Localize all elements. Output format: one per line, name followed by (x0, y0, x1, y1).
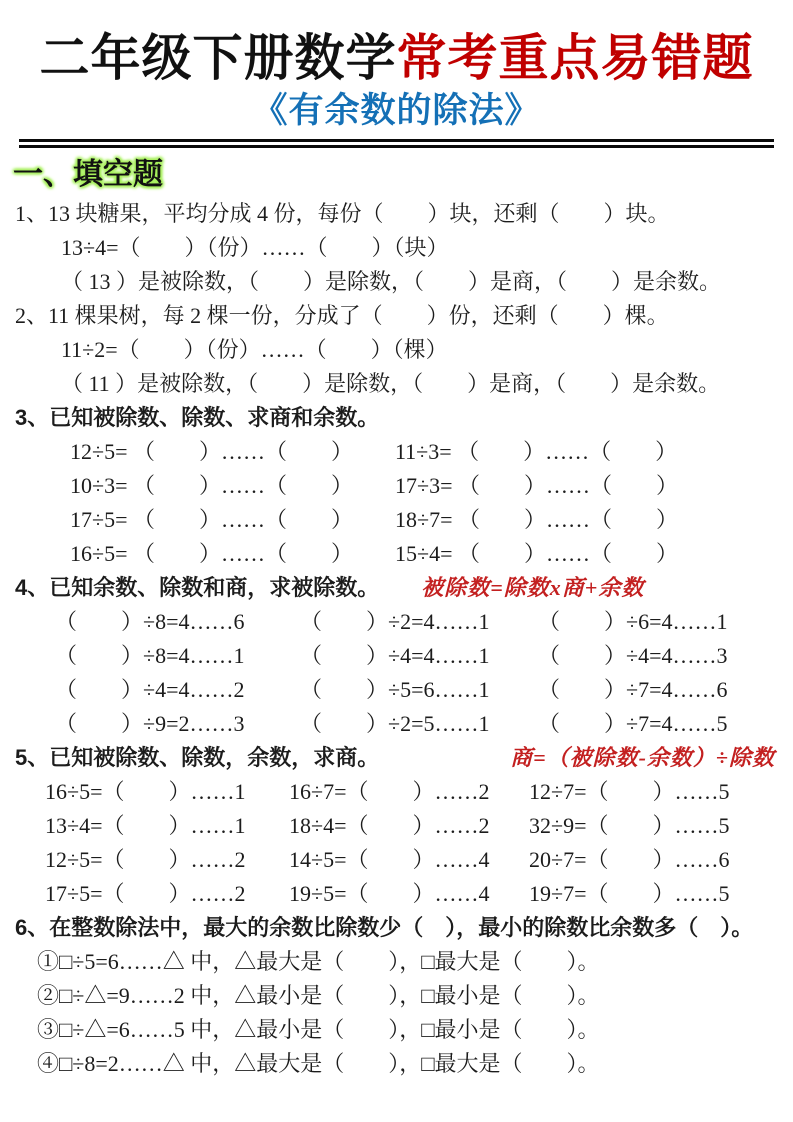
question-3-grid (15, 435, 783, 571)
worksheet-header (0, 0, 793, 148)
worksheet-body (0, 195, 793, 1081)
equation-item: （ ）÷7=4……5 (538, 711, 728, 736)
question-5-heading-row (15, 741, 783, 775)
equation-item: 17÷3= （ ）……（ ） (395, 473, 678, 498)
equation-item: （ ）÷9=2……3 (55, 711, 245, 736)
equation-item: （ ）÷2=4……1 (300, 609, 490, 634)
equation-item: （ ）÷6=4……1 (538, 609, 728, 634)
question-4 (15, 571, 783, 741)
equation-item: 32÷9=（ ）……5 (529, 813, 730, 838)
question-5-heading: 5、已知被除数、除数，余数，求商。 (15, 745, 380, 770)
equation-item: 17÷5=（ ）……2 (45, 881, 246, 906)
section-heading-row (0, 148, 793, 195)
page-title-red: 常考重点易错题 (396, 30, 754, 86)
page-subtitle: 《有余数的除法》 (252, 91, 541, 130)
equation-item: 18÷4=（ ）……2 (289, 813, 490, 838)
equation-item: 10÷3= （ ）……（ ） (70, 473, 353, 498)
question-5 (15, 741, 783, 911)
question-5-formula-note: 商=（被除数-余数）÷除数 (510, 745, 775, 770)
equation-item: 19÷5=（ ）……4 (289, 881, 490, 906)
equation-item: 19÷7=（ ）……5 (529, 881, 730, 906)
question-6-heading: 6、在整数除法中，最大的余数比除数少（ ），最小的除数比余数多（ ）。 (15, 915, 754, 940)
page-title (0, 28, 793, 88)
equation-item: 16÷5= （ ）……（ ） (70, 541, 353, 566)
equation-item: 17÷5= （ ）……（ ） (70, 507, 353, 532)
question-6-item-3: ③□÷△=6……5 中，△最小是（ ），□最小是（ ）。 (37, 1017, 600, 1042)
equation-item: 14÷5=（ ）……4 (289, 847, 490, 872)
equation-item: 16÷7=（ ）……2 (289, 779, 490, 804)
equation-item: 12÷5=（ ）……2 (45, 847, 246, 872)
question-4-formula-note: 被除数=除数x商+余数 (421, 575, 645, 600)
equation-item: 12÷7=（ ）……5 (529, 779, 730, 804)
question-5-grid (15, 775, 783, 911)
equation-item: （ ）÷8=4……1 (55, 643, 245, 668)
equation-item: （ ）÷4=4……2 (55, 677, 245, 702)
question-3 (15, 401, 783, 571)
question-1-terms: （ 13 ）是被除数，（ ）是除数，（ ）是商，（ ）是余数。 (61, 269, 722, 294)
question-6-item-2: ②□÷△=9……2 中，△最小是（ ），□最小是（ ）。 (37, 983, 600, 1008)
question-6 (15, 911, 783, 1081)
equation-item: （ ）÷8=4……6 (55, 609, 245, 634)
question-2-equation: 11÷2=（ ）（份）……（ ）（棵） (61, 337, 448, 362)
question-1-equation: 13÷4=（ ）（份）……（ ）（块） (61, 235, 449, 260)
section-heading: 一、填空题 (13, 158, 163, 191)
equation-item: （ ）÷4=4……1 (300, 643, 490, 668)
question-6-item-1: ①□÷5=6……△ 中，△最大是（ ），□最大是（ ）。 (37, 949, 600, 974)
equation-item: 20÷7=（ ）……6 (529, 847, 730, 872)
header-divider (19, 139, 774, 148)
question-3-heading: 3、已知被除数、除数、求商和余数。 (15, 405, 380, 430)
equation-item: 12÷5= （ ）……（ ） (70, 439, 353, 464)
equation-item: 16÷5=（ ）……1 (45, 779, 246, 804)
equation-item: 18÷7= （ ）……（ ） (395, 507, 678, 532)
equation-item: 15÷4= （ ）……（ ） (395, 541, 678, 566)
equation-item: （ ）÷7=4……6 (538, 677, 728, 702)
question-1 (15, 197, 783, 299)
question-1-text: 1、13 块糖果，平均分成 4 份，每份（ ）块，还剩（ ）块。 (15, 201, 670, 226)
equation-item: （ ）÷5=6……1 (300, 677, 490, 702)
question-4-grid (15, 605, 783, 741)
question-4-heading-row (15, 571, 783, 605)
question-6-item-4: ④□÷8=2……△ 中，△最大是（ ），□最大是（ ）。 (37, 1051, 600, 1076)
equation-item: 11÷3= （ ）……（ ） (395, 439, 678, 464)
equation-item: （ ）÷2=5……1 (300, 711, 490, 736)
question-4-heading: 4、已知余数、除数和商，求被除数。 (15, 575, 380, 600)
question-2-terms: （ 11 ）是被除数，（ ）是除数，（ ）是商，（ ）是余数。 (61, 371, 721, 396)
page-title-black: 二年级下册数学 (39, 30, 397, 86)
equation-item: （ ）÷4=4……3 (538, 643, 728, 668)
question-2 (15, 299, 783, 401)
equation-item: 13÷4=（ ）……1 (45, 813, 246, 838)
question-2-text: 2、11 棵果树，每 2 棵一份，分成了（ ）份，还剩（ ）棵。 (15, 303, 669, 328)
